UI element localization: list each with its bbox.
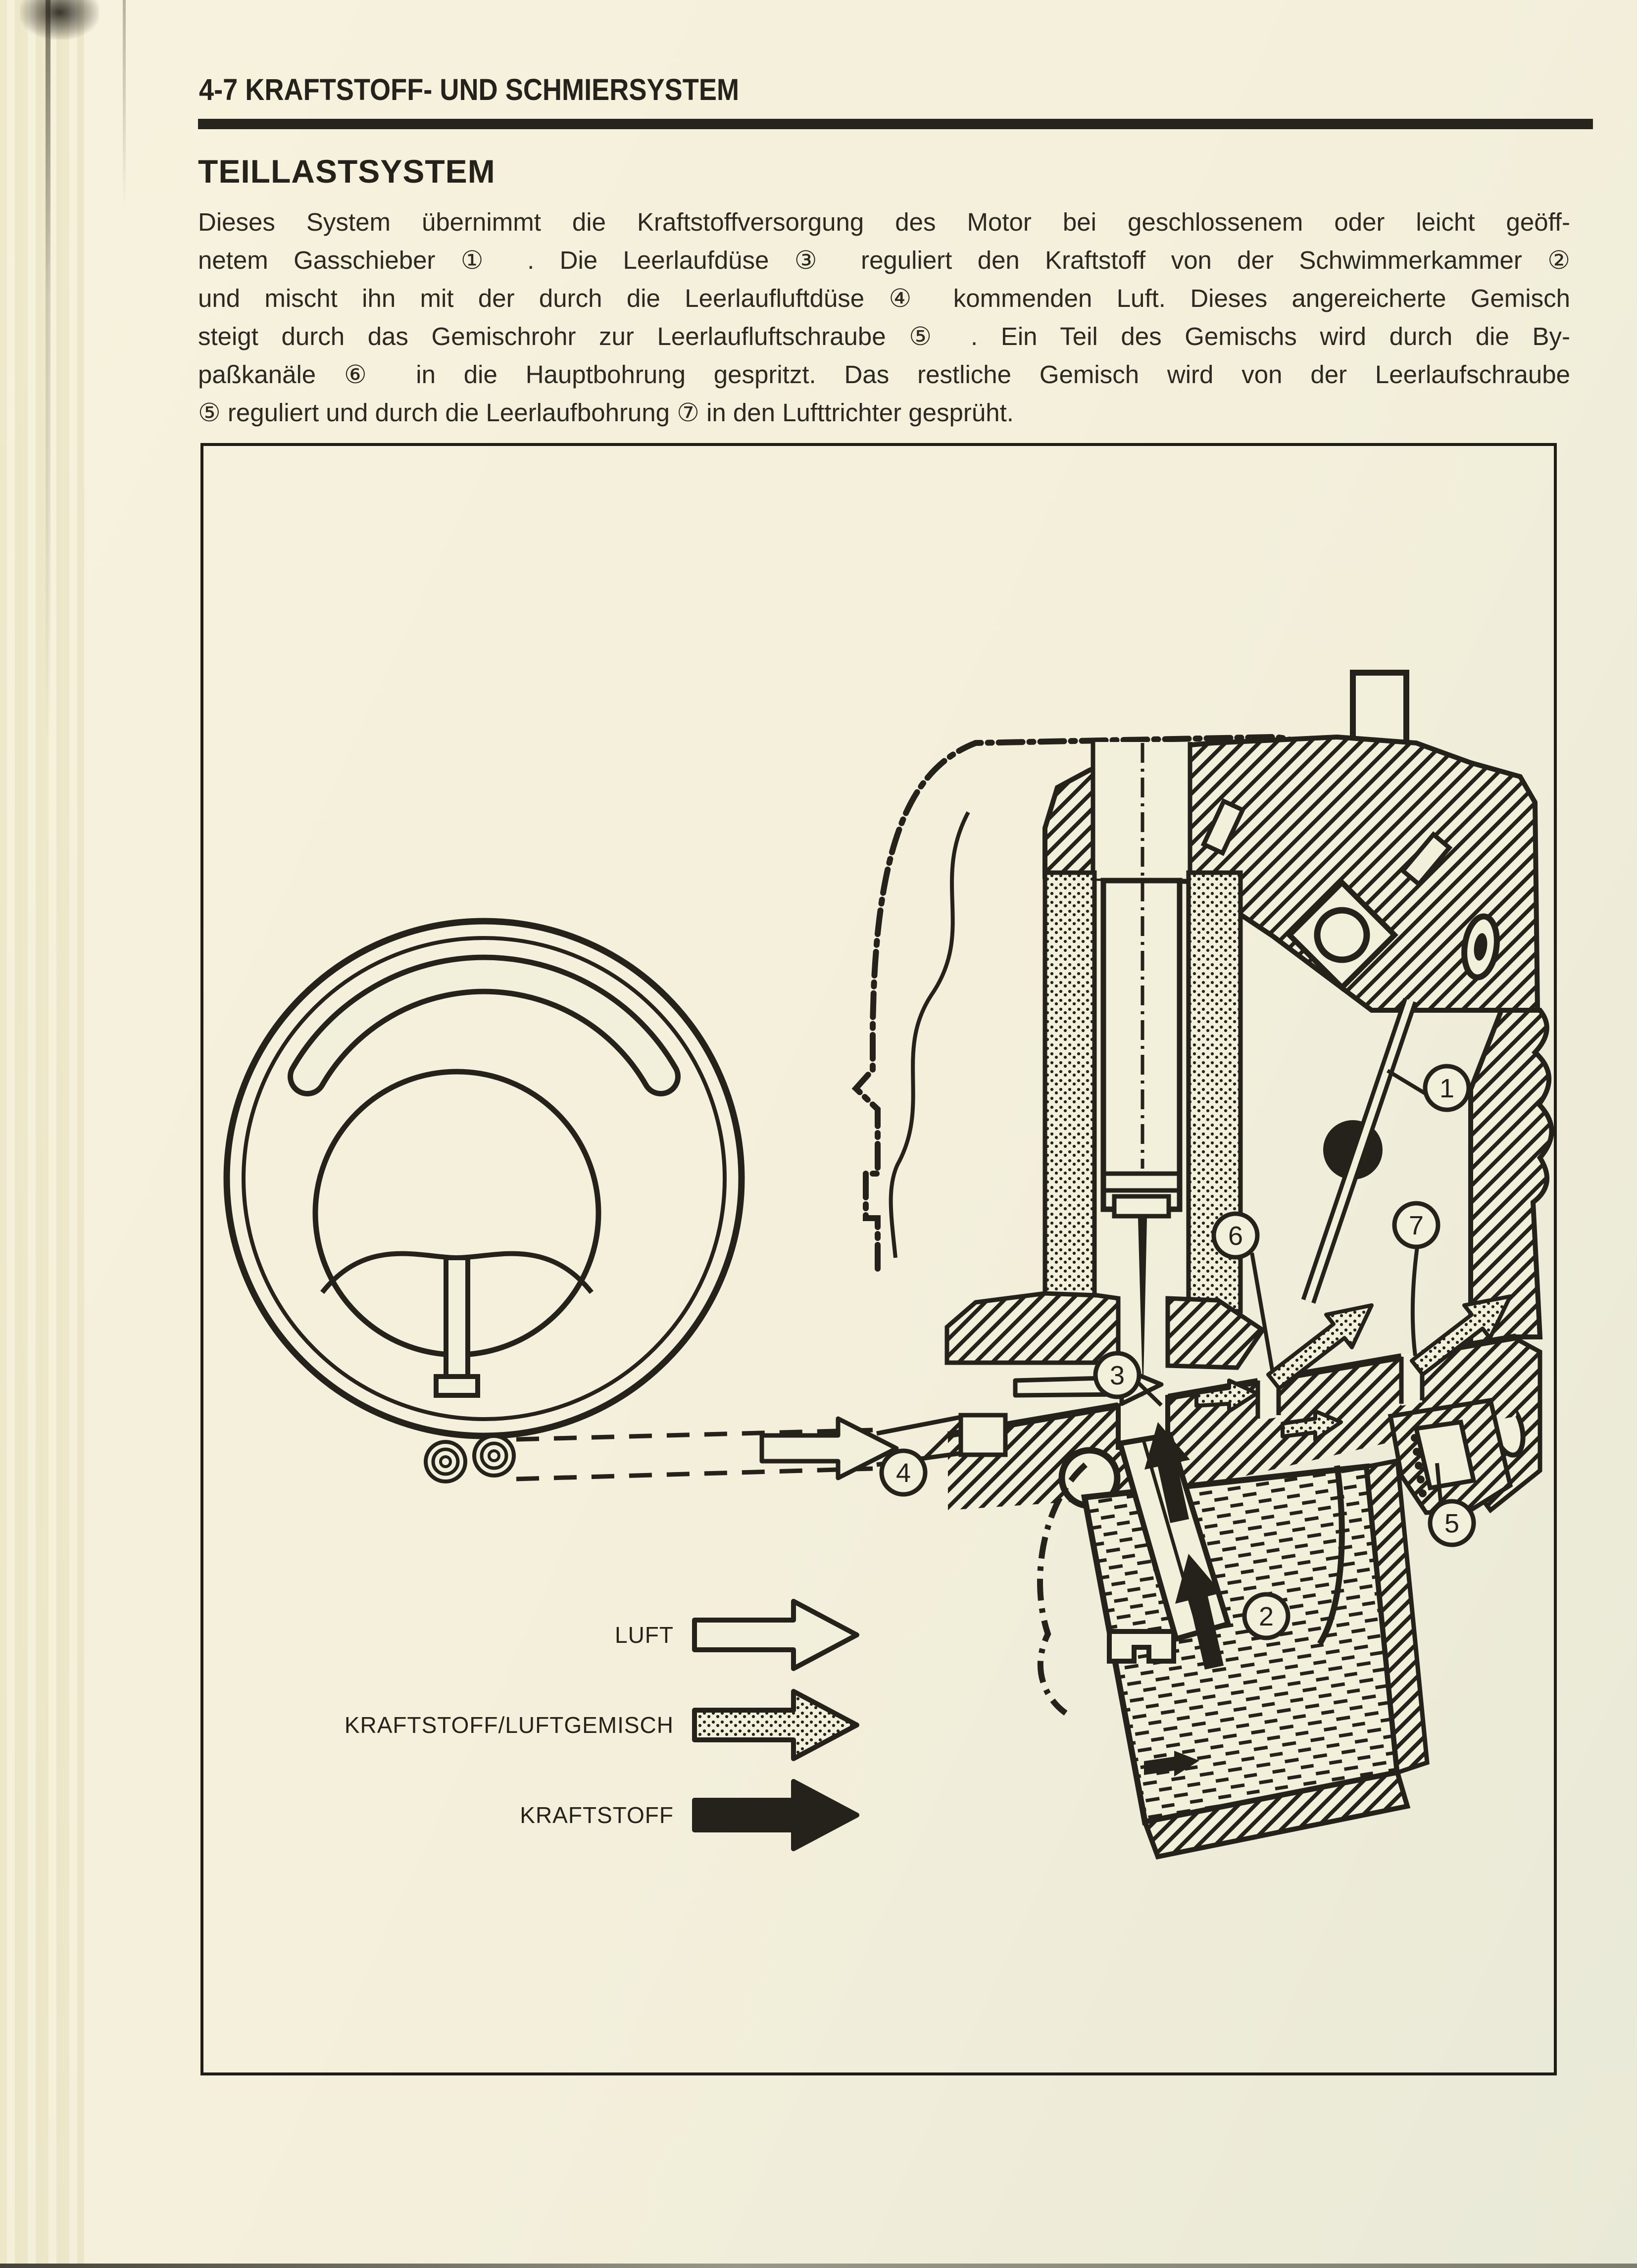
- paragraph-line: netem Gasschieber ① . Die Leerlaufdüse ③ reguliert den Kraftstoff von der Schwimmerkammer ②: [198, 246, 1570, 274]
- callout-6: [1214, 1214, 1257, 1257]
- diagram-frame: [200, 443, 1557, 2075]
- svg-text:3: 3: [1109, 1361, 1125, 1390]
- book-edge-texture: [0, 0, 84, 2268]
- svg-text:5: 5: [1444, 1509, 1460, 1538]
- svg-text:2: 2: [1258, 1602, 1274, 1631]
- paragraph-line: paßkanäle ⑥ in die Hauptbohrung gespritzt. Das restliche Gemisch wird von der Leerlaufschraube: [198, 360, 1570, 389]
- paragraph-line: und mischt ihn mit der durch die Leerlaufluftdüse ④ kommenden Luft. Dieses angereicherte Gemisch: [198, 284, 1570, 312]
- legend: [345, 1601, 857, 1849]
- scan-corner-smudge: [20, 0, 99, 40]
- svg-text:1: 1: [1439, 1074, 1455, 1103]
- venturi-ceiling-left: [947, 1293, 1118, 1363]
- callout-2: [1244, 1594, 1288, 1638]
- callout-1: [1425, 1066, 1469, 1110]
- luft-arrow-icon: [694, 1601, 857, 1669]
- scan-bottom-edge: [0, 2264, 1637, 2268]
- kraftstoff-arrow-icon: [694, 1781, 857, 1849]
- needle-rod-front: [446, 1258, 468, 1381]
- slide-chamber-wall-left: [1045, 873, 1094, 1311]
- callout-3: [1095, 1353, 1139, 1397]
- section-break-line: [891, 812, 968, 1258]
- legend-label-luft: LUFT: [615, 1622, 674, 1648]
- callout-7: [1394, 1203, 1438, 1247]
- book-edge-shadow-2: [123, 0, 126, 208]
- throttle-rod: [1308, 1000, 1410, 1301]
- gemisch-arrow-icon: [694, 1691, 857, 1759]
- callout-5: [1430, 1501, 1474, 1545]
- section-title: TEILLASTSYSTEM: [198, 153, 496, 190]
- air-intake-bell: [227, 921, 742, 1481]
- venturi-ceiling-right: [1168, 1298, 1263, 1368]
- callout-4: [882, 1451, 925, 1494]
- float-chamber: [1040, 1435, 1427, 1857]
- paragraph-line: ⑤ reguliert und durch die Leerlaufbohrung ⑦ in den Lufttrichter gesprüht.: [198, 398, 1014, 427]
- header-rule: [198, 119, 1593, 129]
- legend-label-gemisch: KRAFTSTOFF/LUFTGEMISCH: [344, 1712, 674, 1738]
- pilot-screw-assembly: [1390, 1400, 1510, 1513]
- pilot-ports: [426, 1436, 514, 1481]
- book-edge-shadow: [46, 0, 50, 742]
- page-header: 4-7 KRAFTSTOFF- UND SCHMIERSYSTEM: [199, 73, 740, 107]
- body-paragraph: [198, 203, 1570, 432]
- paragraph-line: Dieses System übernimmt die Kraftstoffversorgung des Motor bei geschlossenem oder leicht geöff-: [198, 208, 1570, 236]
- svg-text:4: 4: [895, 1458, 911, 1488]
- carburetor-diagram: [203, 446, 1554, 2072]
- legend-label-kraftstoff: KRAFTSTOFF: [520, 1802, 674, 1828]
- paragraph-line: steigt durch das Gemischrohr zur Leerlaufluftschraube ⑤ . Ein Teil des Gemischs wird durch die By-: [198, 322, 1570, 350]
- svg-text:6: 6: [1228, 1221, 1243, 1251]
- svg-text:7: 7: [1408, 1211, 1424, 1240]
